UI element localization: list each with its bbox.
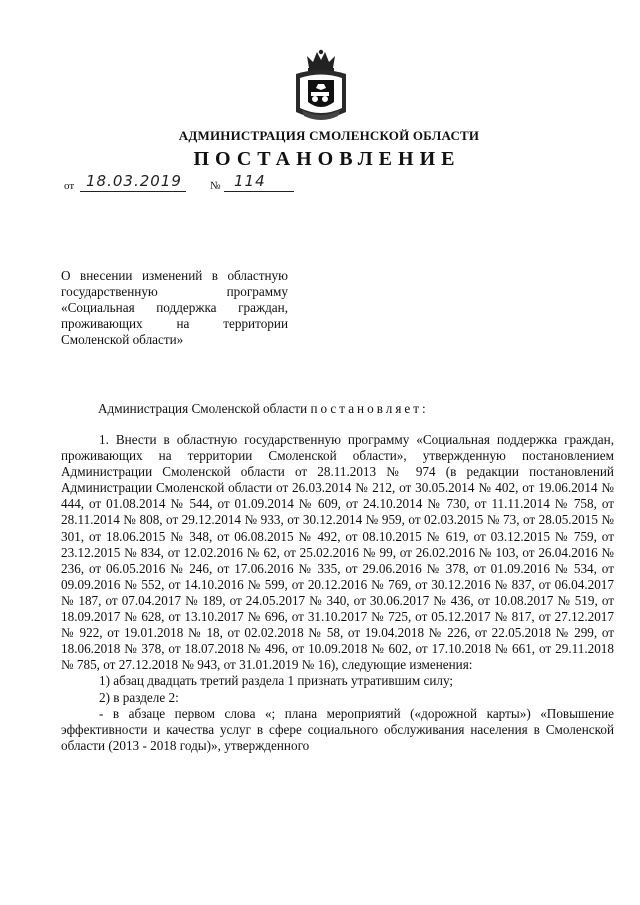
- paragraph-subitem-2a: - в абзаце первом слова «; плана мероприятий («дорожной карты») «Повышение эффективности и качества услуг в сфере социального обслуживания населения в Смоленской области (2013 - 2018 годы)», утвержденного: [61, 705, 614, 753]
- paragraph-subitem-1: 1) абзац двадцать третий раздела 1 признать утратившим силу;: [99, 673, 454, 689]
- date-prefix: от: [64, 180, 75, 192]
- date-number-line: [64, 172, 304, 194]
- date-underline: [80, 191, 186, 192]
- document-body: [61, 432, 614, 754]
- document-subject: О внесении изменений в областную государственную программу «Социальная поддержка граждан, проживающих на территории Смоленской области»: [61, 268, 288, 347]
- preamble-verb: постановляет:: [310, 401, 429, 416]
- number-handwritten: 114: [234, 172, 266, 190]
- preamble-text: Администрация Смоленской области: [98, 401, 308, 416]
- document-type-title: ПОСТАНОВЛЕНИЕ: [193, 148, 461, 170]
- date-handwritten: 18.03.2019: [86, 172, 182, 190]
- coat-of-arms-emblem: [292, 48, 350, 124]
- organization-title: АДМИНИСТРАЦИЯ СМОЛЕНСКОЙ ОБЛАСТИ: [178, 128, 480, 143]
- preamble: [98, 401, 429, 417]
- number-prefix: №: [210, 180, 221, 192]
- paragraph-subitem-2: 2) в разделе 2:: [99, 689, 179, 705]
- paragraph-item-1: 1. Внести в областную государственную программу «Социальная поддержка граждан, проживающих на территории Смоленской области», утвержденную постановлением Администрации Смоленской области от 28.11.2013 № 974 (в редакции постановлений Администрации Смоленской области от 26.03.2014 № 212, от 30.05.2014 № 402, от 19.06.2014 № 444, от 01.08.2014 № 544, от 01.09.2014 № 609, от 24.10.2014 № 730, от 11.11.2014 № 758, от 28.11.2014 № 808, от 29.12.2014 № 933, от 30.12.2014 № 959, от 02.03.2015 № 73, от 28.05.2015 № 301, от 18.06.2015 № 348, от 06.08.2015 № 492, от 08.10.2015 № 619, от 03.12.2015 № 759, от 23.12.2015 № 834, от 12.02.2016 № 62, от 25.02.2016 № 99, от 26.02.2016 № 103, от 26.04.2016 № 236, от 06.05.2016 № 246, от 17.06.2016 № 335, от 29.06.2016 № 378, от 01.09.2016 № 534, от 09.09.2016 № 552, от 14.10.2016 № 599, от 20.12.2016 № 769, от 30.12.2016 № 837, от 06.04.2017 № 187, от 07.04.2017 № 189, от 24.05.2017 № 340, от 30.06.2017 № 436, от 10.08.2017 № 519, от 18.09.2017 № 628, от 13.10.2017 № 696, от 31.10.2017 № 725, от 05.12.2017 № 817, от 27.12.2017 № 922, от 19.01.2018 № 18, от 02.02.2018 № 58, от 19.04.2018 № 226, от 22.05.2018 № 299, от 18.06.2018 № 378, от 18.07.2018 № 496, от 10.09.2018 № 602, от 17.10.2018 № 661, от 29.11.2018 № 785, от 27.12.2018 № 943, от 31.01.2019 № 16), следующие изменения:: [61, 432, 614, 673]
- number-underline: [224, 191, 294, 192]
